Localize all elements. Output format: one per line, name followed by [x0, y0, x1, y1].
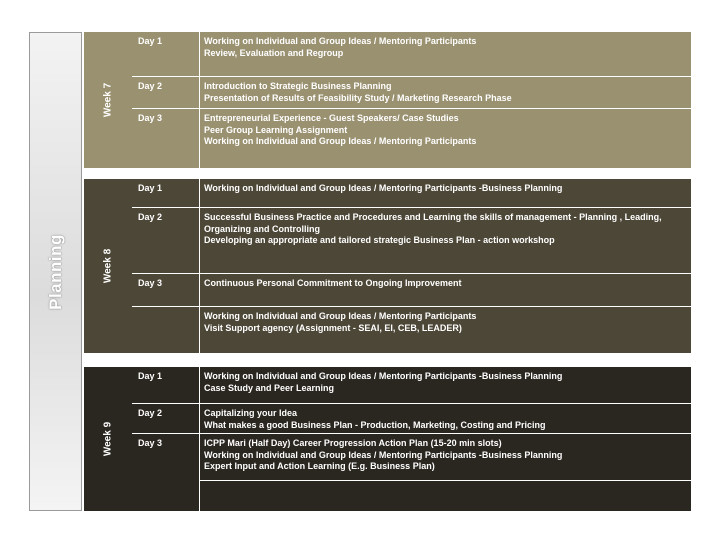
day-label: Day 3: [138, 438, 163, 448]
activity-line: ICPP Mari (Half Day) Career Progression Action Plan (15-20 min slots): [204, 438, 502, 448]
week-8-column: [84, 179, 132, 353]
table-row: [132, 32, 691, 76]
table-row: [132, 403, 691, 433]
row-rule: [200, 480, 691, 481]
table-row: [132, 76, 691, 108]
activity-line: Working on Individual and Group Ideas / Mentoring Participants: [204, 311, 477, 321]
activity-line: Presentation of Results of Feasibility Study / Marketing Research Phase: [204, 92, 512, 103]
week-9-column: [84, 367, 132, 511]
activity-line: Working on Individual and Group Ideas / Mentoring Participants: [204, 36, 477, 46]
week-label: Week 9: [102, 421, 114, 457]
day-label: Day 2: [138, 81, 163, 91]
activity-cell: [204, 278, 687, 290]
table-row: [132, 179, 691, 207]
activity-line: Entrepreneurial Experience - Guest Speakers/ Case Studies: [204, 113, 459, 123]
week-7-column: [84, 32, 132, 168]
day-label: Day 2: [138, 212, 163, 222]
activity-cell: [204, 438, 687, 473]
day-label: Day 1: [138, 183, 163, 193]
table-row: [132, 108, 691, 168]
activity-line: Capitalizing your Idea: [204, 408, 298, 418]
activity-line: Continuous Personal Commitment to Ongoing Improvement: [204, 278, 462, 288]
activity-line: Developing an appropriate and tailored strategic Business Plan - action workshop: [204, 235, 555, 245]
activity-line: Organizing and Controlling: [204, 223, 320, 234]
activity-cell: [204, 212, 687, 247]
week-label: Week 7: [102, 82, 114, 118]
week-divider: [84, 353, 691, 367]
day-label: Day 3: [138, 278, 163, 288]
day-label: Day 3: [138, 113, 163, 123]
activity-cell: [204, 371, 687, 394]
activity-line: Peer Group Learning Assignment: [204, 124, 348, 135]
activity-line: Working on Individual and Group Ideas / Mentoring Participants: [204, 136, 477, 146]
activity-line: Working on Individual and Group Ideas / Mentoring Participants -Business Planning: [204, 371, 563, 381]
activity-cell: [204, 81, 687, 104]
table-row: [132, 207, 691, 273]
activity-cell: [204, 113, 687, 148]
activity-cell: [204, 408, 687, 431]
activity-line: Working on Individual and Group Ideas / Mentoring Participants -Business Planning: [204, 183, 563, 193]
week-divider: [84, 168, 691, 179]
week-label: Week 8: [102, 248, 114, 284]
activity-line: Visit Support agency (Assignment - SEAI, EI, CEB, LEADER): [204, 322, 462, 333]
phase-label: Planning: [45, 233, 65, 310]
activity-cell: [204, 36, 687, 59]
activity-line: Introduction to Strategic Business Planning: [204, 81, 392, 91]
activity-line: Case Study and Peer Learning: [204, 382, 335, 393]
table-row: [132, 273, 691, 306]
table-row: [132, 367, 691, 403]
table-row: [132, 306, 691, 353]
day-label: Day 2: [138, 408, 163, 418]
activity-cell: [204, 183, 687, 195]
activity-line: What makes a good Business Plan - Production, Marketing, Costing and Pricing: [204, 419, 546, 430]
phase-column: [29, 32, 82, 511]
activity-line: Review, Evaluation and Regroup: [204, 47, 344, 58]
day-label: Day 1: [138, 371, 163, 381]
activity-line: Successful Business Practice and Procedures and Learning the skills of management - Planning , Leading,: [204, 212, 662, 222]
activity-line: Working on Individual and Group Ideas / Mentoring Participants -Business Planning: [204, 449, 563, 460]
activity-line: Expert Input and Action Learning (E.g. Business Plan): [204, 461, 435, 471]
table-row: [132, 433, 691, 511]
day-label: Day 1: [138, 36, 163, 46]
activity-cell: [204, 311, 687, 334]
